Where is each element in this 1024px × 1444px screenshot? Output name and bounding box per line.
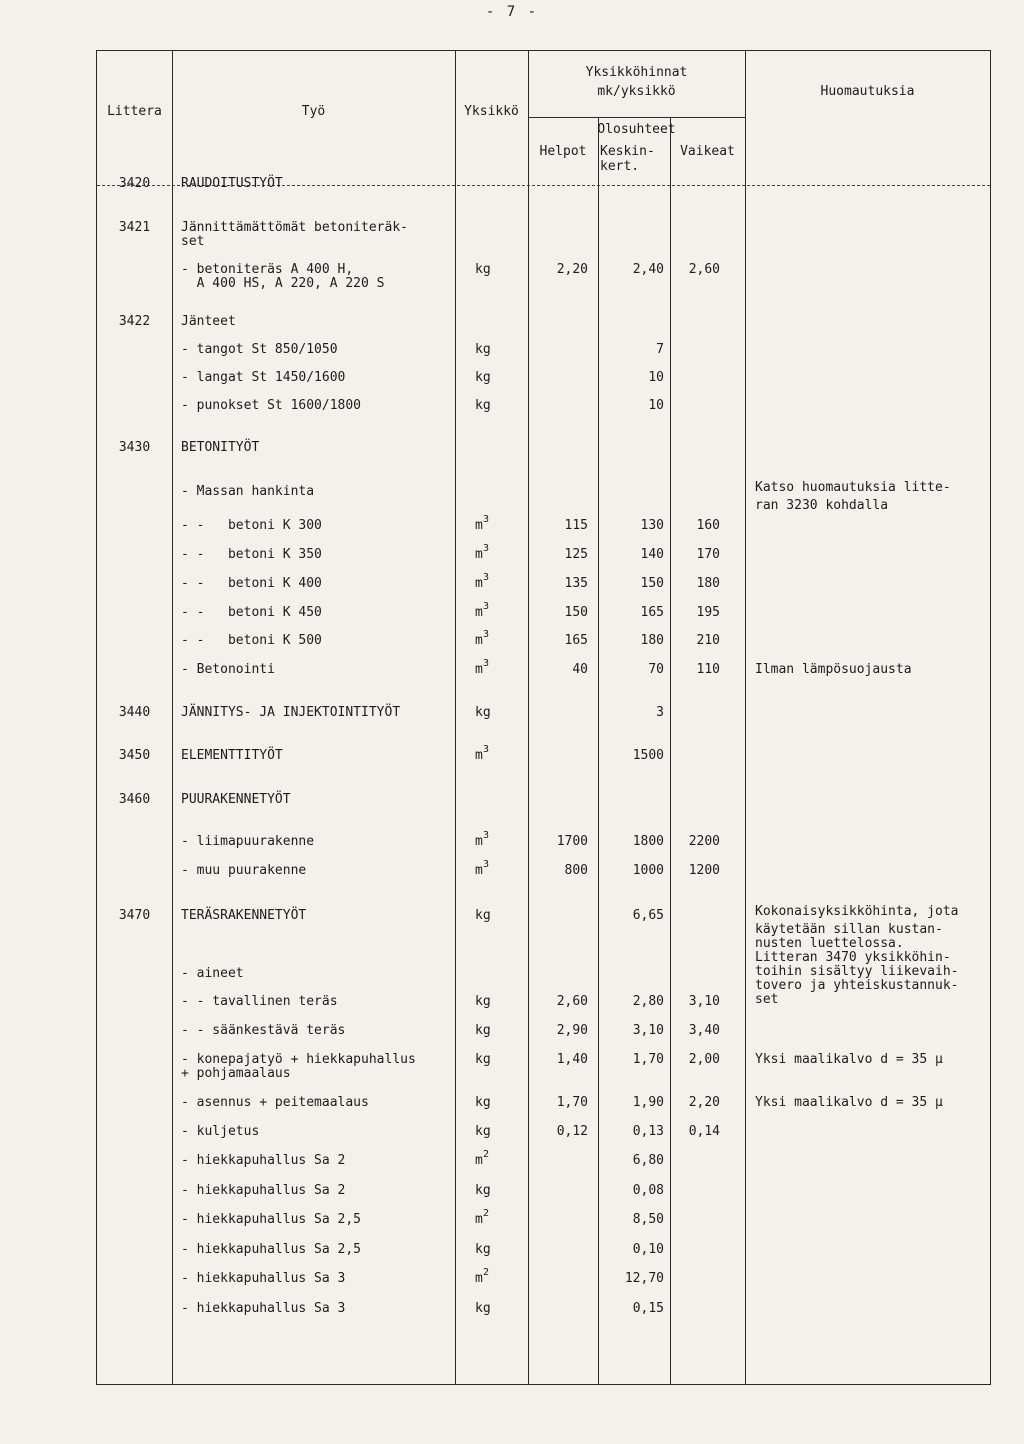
vaikeat-cell: 1200 xyxy=(688,863,720,878)
helpot-cell: 40 xyxy=(572,662,588,677)
huomautus-cell: Katso huomautuksia litte- xyxy=(755,480,951,495)
huomautus-cell: tovero ja yhteiskustannuk- xyxy=(755,978,959,993)
huomautus-cell: Kokonaisyksikköhinta, jota xyxy=(755,904,959,919)
yksikko-cell: kg xyxy=(475,1301,491,1316)
yksikko-cell: kg xyxy=(475,262,491,277)
helpot-cell: 1,40 xyxy=(556,1052,588,1067)
yksikko-cell: kg xyxy=(475,705,491,720)
vaikeat-cell: 195 xyxy=(696,605,720,620)
yksikko-cell: m xyxy=(475,576,483,591)
keskin-cell: 12,70 xyxy=(624,1271,664,1286)
yksikko-cell: m xyxy=(475,748,483,763)
keskin-cell: 0,08 xyxy=(632,1183,664,1198)
tyo-cell: Jänteet xyxy=(181,314,236,329)
tyo-cell: - Betonointi xyxy=(181,662,275,677)
yksikko-cell: m xyxy=(475,662,483,677)
tyo-cell: - aineet xyxy=(181,966,244,981)
keskin-cell: 10 xyxy=(648,370,664,385)
header-yksikko: Yksikkö xyxy=(464,104,519,119)
keskin-cell: 70 xyxy=(648,662,664,677)
huomautus-cell: nusten luettelossa. xyxy=(755,936,904,951)
col-rule-yksikko xyxy=(528,51,529,1384)
keskin-cell: 1,70 xyxy=(632,1052,664,1067)
keskin-cell: 3 xyxy=(656,705,664,720)
yksikko-exponent: 3 xyxy=(483,601,490,612)
keskin-cell: 6,65 xyxy=(632,908,664,923)
littera-cell: 3460 xyxy=(118,792,151,807)
yksikko-exponent: 3 xyxy=(483,543,490,554)
tyo-cell: JÄNNITYS- JA INJEKTOINTITYÖT xyxy=(181,705,401,720)
helpot-cell: 800 xyxy=(564,863,588,878)
yksikko-cell: m xyxy=(475,863,483,878)
yksikko-exponent: 2 xyxy=(483,1208,490,1219)
vaikeat-cell: 2,20 xyxy=(688,1095,720,1110)
keskin-cell: 1,90 xyxy=(632,1095,664,1110)
header-yksikkohinnat-2: mk/yksikkö xyxy=(597,84,676,99)
tyo-cell: - konepajatyö + hiekkapuhallus xyxy=(181,1052,416,1067)
vaikeat-cell: 2200 xyxy=(688,834,720,849)
littera-cell: 3430 xyxy=(118,440,151,455)
yksikko-cell: m xyxy=(475,1153,483,1168)
keskin-cell: 8,50 xyxy=(632,1212,664,1227)
header-keskin-2: kert. xyxy=(600,159,640,174)
huomautus-cell: toihin sisältyy liikevaih- xyxy=(755,964,959,979)
helpot-cell: 1700 xyxy=(556,834,588,849)
tyo-cell: RAUDOITUSTYÖT xyxy=(181,176,283,191)
header-littera: Littera xyxy=(107,104,162,119)
yksikko-cell: m xyxy=(475,834,483,849)
yksikko-cell: kg xyxy=(475,370,491,385)
helpot-cell: 115 xyxy=(564,518,588,533)
yksikko-cell: m xyxy=(475,518,483,533)
yksikko-exponent: 2 xyxy=(483,1149,490,1160)
header-yksikkohinnat-1: Yksikköhinnat xyxy=(585,65,688,80)
littera-cell: 3470 xyxy=(118,908,151,923)
tyo-cell: ELEMENTTITYÖT xyxy=(181,748,283,763)
tyo-cell: - langat St 1450/1600 xyxy=(181,370,346,385)
col-rule-littera xyxy=(172,51,173,1384)
tyo-cell: - - betoni K 350 xyxy=(181,547,322,562)
tyo-cell: - asennus + peitemaalaus xyxy=(181,1095,369,1110)
yksikko-cell: kg xyxy=(475,1242,491,1257)
yksikko-exponent: 3 xyxy=(483,830,490,841)
tyo-cell: - - säänkestävä teräs xyxy=(181,1023,346,1038)
huomautus-cell: Yksi maalikalvo d = 35 µ xyxy=(755,1095,943,1110)
header-tyo: Työ xyxy=(301,104,326,119)
tyo-cell: - betoniteräs A 400 H, xyxy=(181,262,354,277)
littera-cell: 3421 xyxy=(118,220,151,235)
keskin-cell: 3,10 xyxy=(632,1023,664,1038)
tyo-cell: - - betoni K 400 xyxy=(181,576,322,591)
tyo-cell: - hiekkapuhallus Sa 2,5 xyxy=(181,1212,362,1227)
yksikko-exponent: 3 xyxy=(483,744,490,755)
header-helpot: Helpot xyxy=(539,144,587,159)
yksikko-cell: kg xyxy=(475,1124,491,1139)
vaikeat-cell: 2,00 xyxy=(688,1052,720,1067)
tyo-cell: - hiekkapuhallus Sa 2 xyxy=(181,1183,346,1198)
tyo-cell: BETONITYÖT xyxy=(181,440,260,455)
tyo-cell: - hiekkapuhallus Sa 3 xyxy=(181,1301,346,1316)
keskin-cell: 0,15 xyxy=(632,1301,664,1316)
vaikeat-cell: 180 xyxy=(696,576,720,591)
price-table xyxy=(96,50,991,1385)
keskin-cell: 10 xyxy=(648,398,664,413)
yksikko-cell: kg xyxy=(475,1023,491,1038)
vaikeat-cell: 170 xyxy=(696,547,720,562)
keskin-cell: 165 xyxy=(640,605,664,620)
tyo-cell: A 400 HS, A 220, A 220 S xyxy=(181,276,385,291)
littera-cell: 3450 xyxy=(118,748,151,763)
helpot-cell: 125 xyxy=(564,547,588,562)
vaikeat-cell: 110 xyxy=(696,662,720,677)
vaikeat-cell: 160 xyxy=(696,518,720,533)
yksikko-cell: kg xyxy=(475,908,491,923)
yksikko-cell: kg xyxy=(475,342,491,357)
tyo-cell: + pohjamaalaus xyxy=(181,1066,291,1081)
keskin-cell: 6,80 xyxy=(632,1153,664,1168)
huomautus-cell: Yksi maalikalvo d = 35 µ xyxy=(755,1052,943,1067)
helpot-cell: 0,12 xyxy=(556,1124,588,1139)
tyo-cell: - muu puurakenne xyxy=(181,863,307,878)
header-rule-olosuhteet xyxy=(528,117,745,118)
page-number: - 7 - xyxy=(485,4,539,20)
keskin-cell: 2,80 xyxy=(632,994,664,1009)
huomautus-cell: ran 3230 kohdalla xyxy=(755,498,889,513)
vaikeat-cell: 3,40 xyxy=(688,1023,720,1038)
tyo-cell: - kuljetus xyxy=(181,1124,260,1139)
vaikeat-cell: 210 xyxy=(696,633,720,648)
tyo-cell: - - tavallinen teräs xyxy=(181,994,338,1009)
helpot-cell: 2,60 xyxy=(556,994,588,1009)
tyo-cell: - liimapuurakenne xyxy=(181,834,315,849)
header-huomautuksia: Huomautuksia xyxy=(820,84,915,99)
yksikko-exponent: 3 xyxy=(483,658,490,669)
helpot-cell: 135 xyxy=(564,576,588,591)
littera-cell: 3422 xyxy=(118,314,151,329)
yksikko-cell: kg xyxy=(475,1052,491,1067)
keskin-cell: 2,40 xyxy=(632,262,664,277)
yksikko-exponent: 3 xyxy=(483,859,490,870)
vaikeat-cell: 3,10 xyxy=(688,994,720,1009)
yksikko-cell: kg xyxy=(475,398,491,413)
yksikko-exponent: 2 xyxy=(483,1267,490,1278)
yksikko-exponent: 3 xyxy=(483,629,490,640)
header-olosuhteet: Olosuhteet xyxy=(597,122,676,137)
tyo-cell: - - betoni K 300 xyxy=(181,518,322,533)
keskin-cell: 7 xyxy=(656,342,664,357)
tyo-cell: - - betoni K 450 xyxy=(181,605,322,620)
yksikko-cell: m xyxy=(475,605,483,620)
keskin-cell: 0,10 xyxy=(632,1242,664,1257)
yksikko-exponent: 3 xyxy=(483,514,490,525)
header-keskin-1: Keskin- xyxy=(600,144,655,159)
header-vaikeat: Vaikeat xyxy=(680,144,735,159)
helpot-cell: 2,20 xyxy=(556,262,588,277)
keskin-cell: 140 xyxy=(640,547,664,562)
helpot-cell: 150 xyxy=(564,605,588,620)
tyo-cell: - hiekkapuhallus Sa 2,5 xyxy=(181,1242,362,1257)
tyo-cell: TERÄSRAKENNETYÖT xyxy=(181,908,307,923)
vaikeat-cell: 0,14 xyxy=(688,1124,720,1139)
keskin-cell: 1800 xyxy=(632,834,664,849)
keskin-cell: 1000 xyxy=(632,863,664,878)
yksikko-exponent: 3 xyxy=(483,572,490,583)
littera-cell: 3440 xyxy=(118,705,151,720)
tyo-cell: - - betoni K 500 xyxy=(181,633,322,648)
col-rule-tyo xyxy=(455,51,456,1384)
yksikko-cell: m xyxy=(475,633,483,648)
huomautus-cell: käytetään sillan kustan- xyxy=(755,922,943,937)
keskin-cell: 1500 xyxy=(632,748,664,763)
huomautus-cell: set xyxy=(755,992,779,1007)
littera-cell: 3420 xyxy=(118,176,151,191)
huomautus-cell: Litteran 3470 yksikköhin- xyxy=(755,950,951,965)
keskin-cell: 180 xyxy=(640,633,664,648)
yksikko-cell: kg xyxy=(475,994,491,1009)
yksikko-cell: kg xyxy=(475,1095,491,1110)
tyo-cell: - tangot St 850/1050 xyxy=(181,342,338,357)
yksikko-cell: m xyxy=(475,547,483,562)
yksikko-cell: m xyxy=(475,1212,483,1227)
tyo-cell: set xyxy=(181,234,205,249)
tyo-cell: - punokset St 1600/1800 xyxy=(181,398,362,413)
tyo-cell: PUURAKENNETYÖT xyxy=(181,792,291,807)
keskin-cell: 130 xyxy=(640,518,664,533)
col-rule-vaikeat xyxy=(745,51,746,1384)
helpot-cell: 165 xyxy=(564,633,588,648)
keskin-cell: 150 xyxy=(640,576,664,591)
huomautus-cell: Ilman lämpösuojausta xyxy=(755,662,912,677)
helpot-cell: 2,90 xyxy=(556,1023,588,1038)
tyo-cell: - Massan hankinta xyxy=(181,484,315,499)
yksikko-cell: kg xyxy=(475,1183,491,1198)
vaikeat-cell: 2,60 xyxy=(688,262,720,277)
tyo-cell: - hiekkapuhallus Sa 2 xyxy=(181,1153,346,1168)
tyo-cell: Jännittämättömät betoniteräk- xyxy=(181,220,408,235)
helpot-cell: 1,70 xyxy=(556,1095,588,1110)
tyo-cell: - hiekkapuhallus Sa 3 xyxy=(181,1271,346,1286)
yksikko-cell: m xyxy=(475,1271,483,1286)
keskin-cell: 0,13 xyxy=(632,1124,664,1139)
col-rule-keskin xyxy=(670,117,671,1384)
